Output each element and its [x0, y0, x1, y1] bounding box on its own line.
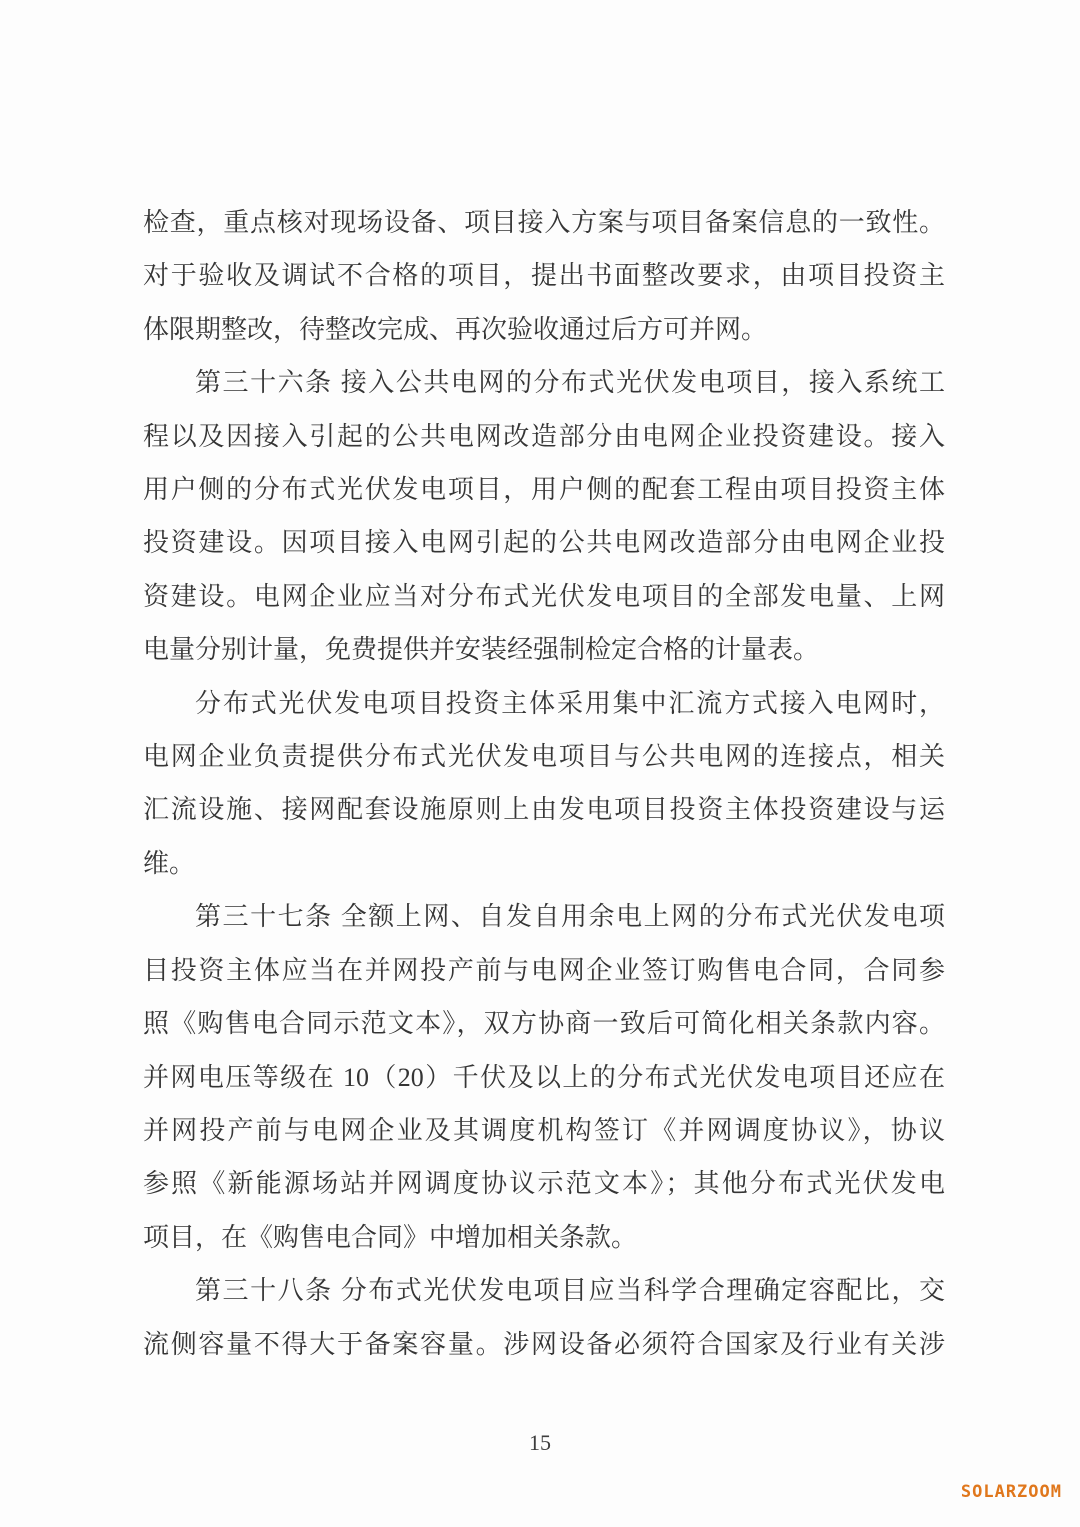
- text-line: 参照《新能源场站并网调度协议示范文本》；其他分布式光伏发电: [143, 1169, 945, 1199]
- document-body: [143, 196, 945, 1371]
- article-38-heading-line: 第三十八条 分布式光伏发电项目应当科学合理确定容配比，交: [195, 1276, 945, 1306]
- text-line: 照《购售电合同示范文本》，双方协商一致后可简化相关条款内容。: [143, 1009, 945, 1039]
- paragraph-start-line: 分布式光伏发电项目投资主体采用集中汇流方式接入电网时，: [195, 688, 945, 718]
- text-line: 程以及因接入引起的公共电网改造部分由电网企业投资建设。接入: [143, 421, 945, 451]
- text-line: 投资建设。因项目接入电网引起的公共电网改造部分由电网企业投: [143, 528, 945, 558]
- text-line: 汇流设施、接网配套设施原则上由发电项目投资主体投资建设与运: [143, 795, 945, 825]
- article-36-heading-line: 第三十六条 接入公共电网的分布式光伏发电项目，接入系统工: [195, 368, 945, 398]
- text-line: 流侧容量不得大于备案容量。涉网设备必须符合国家及行业有关涉: [143, 1329, 945, 1359]
- text-line: 维。: [143, 848, 196, 878]
- page-number: 15: [529, 1430, 551, 1455]
- text-line: 电量分别计量，免费提供并安装经强制检定合格的计量表。: [143, 635, 820, 665]
- text-line: 并网电压等级在 10（20）千伏及以上的分布式光伏发电项目还应在: [143, 1062, 945, 1092]
- text-line: 检查，重点核对现场设备、项目接入方案与项目备案信息的一致性。: [143, 208, 945, 237]
- watermark-solarzoom: SOLARZOOM: [960, 1482, 1062, 1502]
- article-37-heading-line: 第三十七条 全额上网、自发自用余电上网的分布式光伏发电项: [195, 902, 945, 932]
- text-line: 资建设。电网企业应当对分布式光伏发电项目的全部发电量、上网: [143, 581, 945, 611]
- text-line: 目投资主体应当在并网投产前与电网企业签订购售电合同，合同参: [143, 955, 945, 985]
- text-line: 体限期整改，待整改完成、再次验收通过后方可并网。: [143, 314, 768, 344]
- text-line: 对于验收及调试不合格的项目，提出书面整改要求，由项目投资主: [143, 261, 945, 291]
- text-line: 用户侧的分布式光伏发电项目，用户侧的配套工程由项目投资主体: [143, 475, 945, 505]
- text-line: 项目，在《购售电合同》中增加相关条款。: [143, 1222, 638, 1252]
- text-line: 电网企业负责提供分布式光伏发电项目与公共电网的连接点，相关: [143, 742, 945, 772]
- text-line: 并网投产前与电网企业及其调度机构签订《并网调度协议》，协议: [143, 1115, 945, 1145]
